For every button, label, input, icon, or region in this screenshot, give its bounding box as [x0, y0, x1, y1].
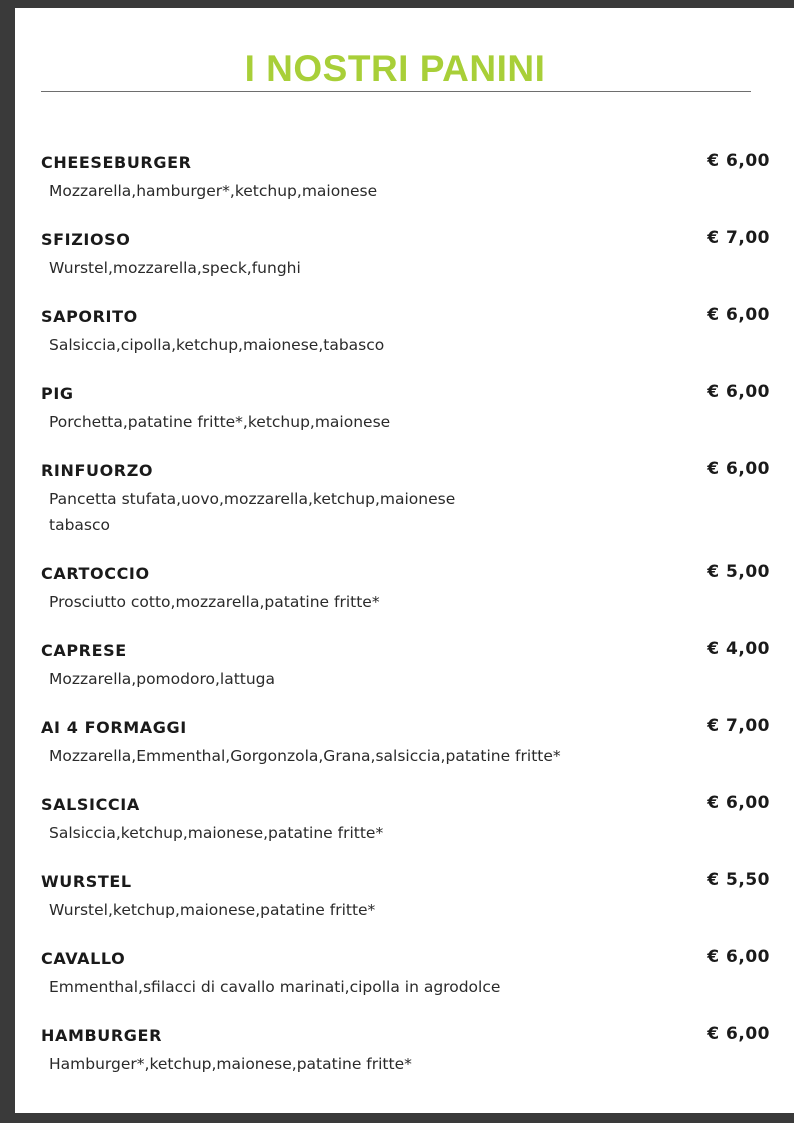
- item-price: € 6,00: [707, 305, 770, 325]
- item-description: Emmenthal,sfilacci di cavallo marinati,cipolla in agrodolce: [49, 978, 501, 996]
- item-description: Salsiccia,cipolla,ketchup,maionese,tabasco: [49, 336, 385, 354]
- item-price: € 6,00: [707, 793, 770, 813]
- item-description: Wurstel,mozzarella,speck,funghi: [49, 259, 301, 277]
- item-name: CAPRESE: [41, 641, 127, 660]
- item-name: HAMBURGER: [41, 1026, 162, 1045]
- item-name: CARTOCCIO: [41, 564, 150, 583]
- item-price: € 7,00: [707, 228, 770, 248]
- item-price: € 5,50: [707, 870, 770, 890]
- item-description: Salsiccia,ketchup,maionese,patatine fritte*: [49, 824, 384, 842]
- item-price: € 7,00: [707, 716, 770, 736]
- item-description: Porchetta,patatine fritte*,ketchup,maionese: [49, 413, 391, 431]
- item-price: € 6,00: [707, 459, 770, 479]
- item-name: SAPORITO: [41, 307, 138, 326]
- item-price: € 6,00: [707, 151, 770, 171]
- item-name: RINFUORZO: [41, 461, 154, 480]
- page-title: I NOSTRI PANINI: [244, 48, 546, 89]
- item-name: CHEESEBURGER: [41, 153, 192, 172]
- item-description: Wurstel,ketchup,maionese,patatine fritte*: [49, 901, 376, 919]
- item-name: SALSICCIA: [41, 795, 140, 814]
- item-description: Mozzarella,pomodoro,lattuga: [49, 670, 276, 688]
- item-description: Mozzarella,Emmenthal,Gorgonzola,Grana,salsiccia,patatine fritte*: [49, 747, 561, 765]
- item-name: WURSTEL: [41, 872, 132, 891]
- item-description: Prosciutto cotto,mozzarella,patatine fritte*: [49, 593, 380, 611]
- menu-list: [15, 8, 794, 1113]
- item-description: Mozzarella,hamburger*,ketchup,maionese: [49, 182, 378, 200]
- item-price: € 6,00: [707, 1024, 770, 1044]
- item-description: Pancetta stufata,uovo,mozzarella,ketchup,maionese tabasco: [49, 490, 456, 534]
- item-name: PIG: [41, 384, 74, 403]
- item-name: SFIZIOSO: [41, 230, 131, 249]
- item-name: AI 4 FORMAGGI: [41, 718, 187, 737]
- item-name: CAVALLO: [41, 949, 126, 968]
- item-price: € 6,00: [707, 947, 770, 967]
- item-description: Hamburger*,ketchup,maionese,patatine fritte*: [49, 1055, 412, 1073]
- menu-page: [15, 8, 794, 1113]
- item-price: € 4,00: [707, 639, 770, 659]
- item-price: € 5,00: [707, 562, 770, 582]
- item-price: € 6,00: [707, 382, 770, 402]
